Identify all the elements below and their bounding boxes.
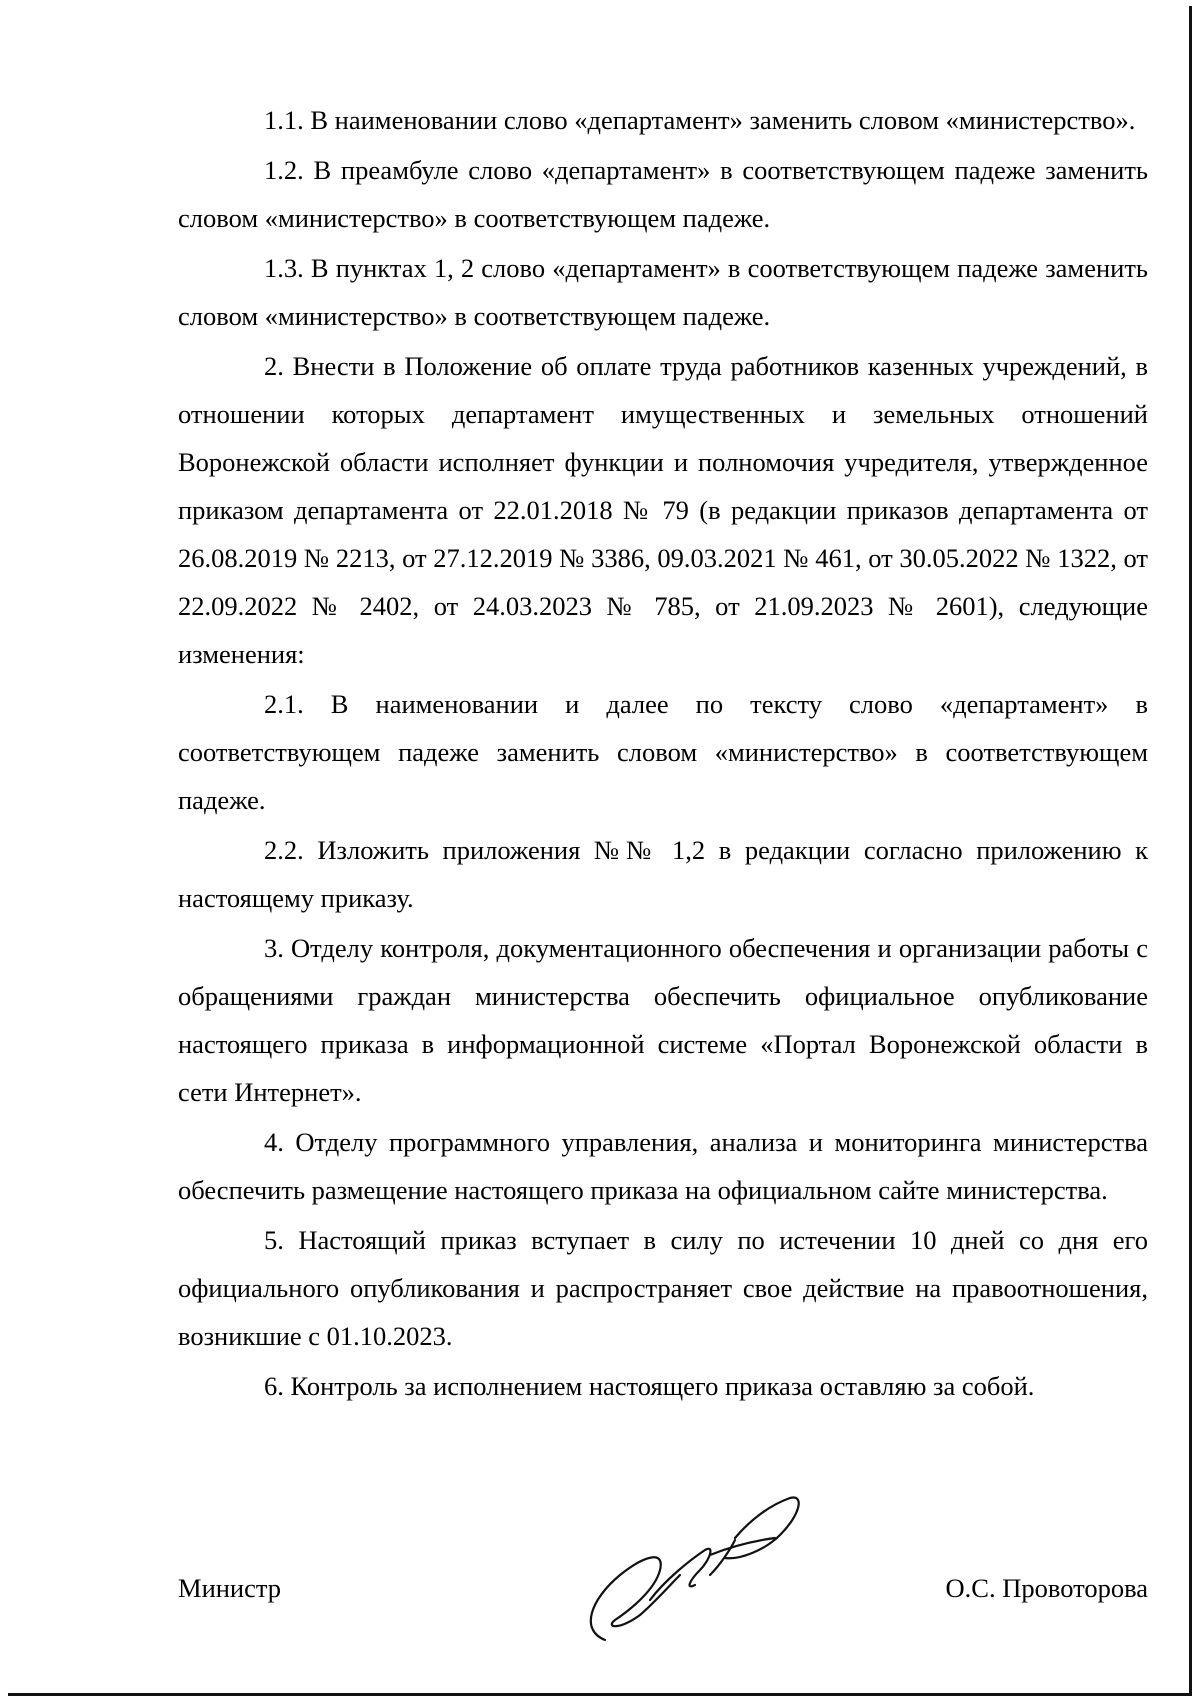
paragraph-2: 2. Внести в Положение об оплате труда работников казенных учреждений, в отношении которых департамент имущественных и земельных отношений Воронежской области исполняет функции и полномочия учредителя, утвержденное приказом департамента от 22.01.2018 № 79 (в редакции приказов департамента от 26.08.2019 № 2213, от 27.12.2019 № 3386, 09.03.2021 № 461, от 30.05.2022 № 1322, от 22.09.2022 № 2402, от 24.03.2023 № 785, от 21.09.2023 № 2601), следующие изменения: (178, 351, 1148, 669)
paragraph-4: 4. Отделу программного управления, анализа и мониторинга министерства обеспечить размещение настоящего приказа на официальном сайте министерства. (178, 1127, 1148, 1205)
paragraph-3: 3. Отделу контроля, документационного обеспечения и организации работы с обращениями граждан министерства обеспечить официальное опубликование настоящего приказа в информационной системе «Портал Воронежской области в сети Интернет». (178, 933, 1148, 1107)
document-body (178, 96, 1148, 1412)
signature-row (178, 1568, 1148, 1618)
signatory-title: Министр (178, 1573, 282, 1603)
paragraph-6: 6. Контроль за исполнением настоящего приказа оставляю за собой. (264, 1371, 1035, 1401)
paragraph-1-3: 1.3. В пунктах 1, 2 слово «департамент» в соответствующем падеже заменить словом «министерство» в соответствующем падеже. (178, 253, 1148, 331)
paragraph-2-2: 2.2. Изложить приложения №№ 1,2 в редакции согласно приложению к настоящему приказу. (178, 835, 1148, 913)
paragraph-2-1: 2.1. В наименовании и далее по тексту слово «департамент» в соответствующем падеже заменить словом «министерство» в соответствующем падеже. (178, 689, 1148, 815)
paragraph-1-2: 1.2. В преамбуле слово «департамент» в соответствующем падеже заменить словом «министерство» в соответствующем падеже. (178, 155, 1148, 233)
signatory-name: О.С. Провоторова (945, 1573, 1148, 1603)
handwritten-signature (560, 1480, 820, 1650)
paragraph-1-1: 1.1. В наименовании слово «департамент» заменить словом «министерство». (264, 105, 1136, 135)
paragraph-5: 5. Настоящий приказ вступает в силу по истечении 10 дней со дня его официального опубликования и распространяет свое действие на правоотношения, возникшие с 01.10.2023. (178, 1225, 1148, 1351)
